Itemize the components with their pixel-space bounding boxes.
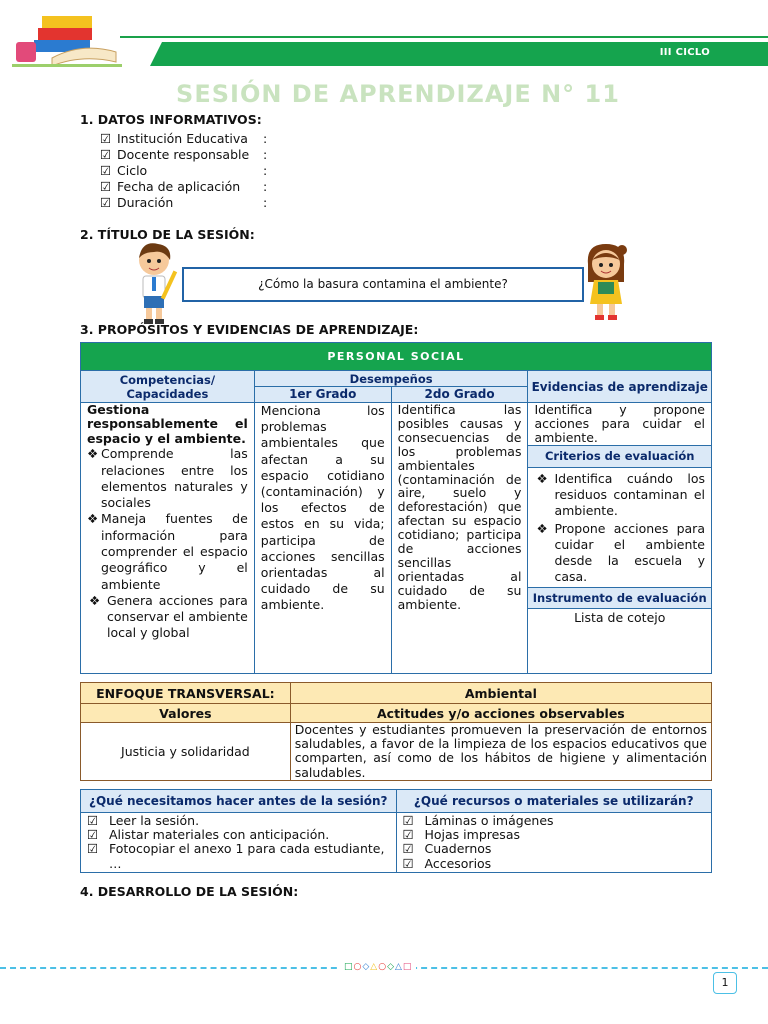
actitudes-header: Actitudes y/o acciones observables: [290, 704, 711, 723]
header-line: [120, 36, 768, 38]
criterios-list: [528, 468, 711, 588]
propositos-heading: 3. PROPÓSITOS Y EVIDENCIAS DE APRENDIZAJE:: [80, 322, 419, 337]
antes-header: ¿Qué necesitamos hacer antes de la sesión?: [81, 790, 397, 813]
diamond-bullet-icon: ❖: [87, 511, 99, 527]
evidencias-header: Evidencias de aprendizaje: [528, 371, 712, 403]
checkbox-icon: ☑: [87, 841, 99, 857]
session-title-box: ¿Cómo la basura contamina el ambiente?: [182, 267, 584, 302]
checkbox-icon: ☑: [100, 131, 112, 146]
actitud-cell: Docentes y estudiantes promueven la preservación de entornos saludables, a favor de la limpieza de los espacios educativos que comparten, así como de los hábitos de higiene y alimentación saludables.: [290, 723, 711, 781]
competencia-title: Gestiona responsablemente el espacio y el ambiente.: [87, 402, 248, 446]
grado1-header: 1er Grado: [254, 387, 391, 403]
checkbox-icon: ☑: [402, 827, 414, 843]
datos-heading: 1. DATOS INFORMATIVOS:: [80, 112, 262, 127]
grado2-header: 2do Grado: [391, 387, 528, 403]
recursos-header: ¿Qué recursos o materiales se utilizarán?: [396, 790, 712, 813]
criterios-header: Criterios de evaluación: [528, 446, 711, 468]
list-item: ☑ Hojas impresas: [402, 827, 520, 843]
list-item: ☑ Ciclo :: [100, 163, 268, 178]
valor-cell: Justicia y solidaridad: [81, 723, 291, 781]
titulo-heading: 2. TÍTULO DE LA SESIÓN:: [80, 227, 255, 242]
list-item: ☑ Fotocopiar el anexo 1 para cada estudiante, …: [87, 841, 385, 871]
list-item: ☑ Alistar materiales con anticipación.: [87, 827, 330, 843]
datos-list: [100, 131, 267, 211]
instrumento-header: Instrumento de evaluación: [528, 588, 711, 609]
area-header: PERSONAL SOCIAL: [81, 343, 712, 371]
list-item: ☑ Leer la sesión.: [87, 813, 200, 828]
list-item: ☑ Láminas o imágenes: [402, 813, 554, 828]
boy-illustration: [134, 240, 180, 326]
enfoque-label: ENFOQUE TRANSVERSAL:: [81, 683, 291, 704]
list-item: ❖ Maneja fuentes de información para comprender el espacio geográfico y el ambiente: [87, 511, 248, 592]
antes-list: [81, 813, 397, 873]
diamond-bullet-icon: ❖: [87, 446, 99, 462]
checkbox-icon: ☑: [87, 813, 99, 828]
list-item: ☑ Accesorios: [402, 855, 492, 871]
enfoque-value: Ambiental: [290, 683, 711, 704]
propositos-table: [80, 342, 712, 674]
checkbox-icon: ☑: [100, 163, 112, 178]
list-item: ❖ Identifica cuándo los residuos contaminan el ambiente.: [536, 471, 705, 519]
checkbox-icon: ☑: [402, 813, 414, 828]
checkbox-icon: ☑: [100, 147, 112, 162]
list-item: ☑ Docente responsable :: [100, 147, 268, 162]
girl-illustration: [582, 242, 630, 324]
recursos-list: [396, 813, 712, 873]
enfoque-table: [80, 682, 712, 781]
checkbox-icon: ☑: [402, 841, 414, 857]
list-item: ☑ Fecha de aplicación :: [100, 179, 268, 194]
diamond-bullet-icon: ❖: [536, 471, 548, 486]
page-title: SESIÓN DE APRENDIZAJE N° 11: [176, 80, 620, 108]
checkbox-icon: ☑: [100, 179, 112, 194]
desempenos-header: Desempeños: [254, 371, 528, 387]
grado2-cell: Identifica las posibles causas y consecuencias de los problemas ambientales (contaminación de aire, suelo y deforestación) que afectan su espacio cotidiano; participa de acciones sencillas orientadas al cuidado de su ambiente.: [391, 403, 528, 674]
instrumento-value: Lista de cotejo: [574, 610, 666, 625]
diamond-bullet-icon: ❖: [536, 520, 548, 536]
list-item: ❖ Comprende las relaciones entre los elementos naturales y sociales: [87, 446, 248, 511]
diamond-bullet-icon: ❖: [89, 592, 101, 608]
checkbox-icon: ☑: [100, 195, 112, 210]
ciclo-label: III CICLO: [659, 47, 710, 58]
competencias-header: Competencias/ Capacidades: [81, 371, 255, 403]
page-number: 1: [713, 972, 737, 994]
checkbox-icon: ☑: [87, 827, 99, 843]
grado1-cell: Menciona los problemas ambientales que afectan a su espacio cotidiano (contaminación) y los efectos de estos en su vida; participa de acciones sencillas orientadas al cuidado de su ambiente.: [254, 403, 391, 674]
desarrollo-heading: 4. DESARROLLO DE LA SESIÓN:: [80, 884, 299, 899]
list-item: ☑ Duración :: [100, 195, 268, 210]
decorative-shapes-icon: □○◇△○◇△□: [340, 962, 416, 972]
list-item: ❖ Propone acciones para cuidar el ambiente desde la escuela y casa.: [536, 520, 705, 585]
evidencias-cell: [528, 403, 712, 674]
list-item: ❖ Genera acciones para conservar el ambiente local y global: [89, 592, 248, 641]
competencias-cell: [81, 403, 255, 674]
checkbox-icon: ☑: [402, 855, 414, 871]
preparacion-table: [80, 789, 712, 873]
list-item: ☑ Institución Educativa :: [100, 131, 268, 146]
evidencia-text: Identifica y propone acciones para cuidar el ambiente.: [528, 403, 711, 446]
valores-header: Valores: [81, 704, 291, 723]
list-item: ☑ Cuadernos: [402, 841, 492, 857]
books-illustration: [12, 12, 122, 68]
